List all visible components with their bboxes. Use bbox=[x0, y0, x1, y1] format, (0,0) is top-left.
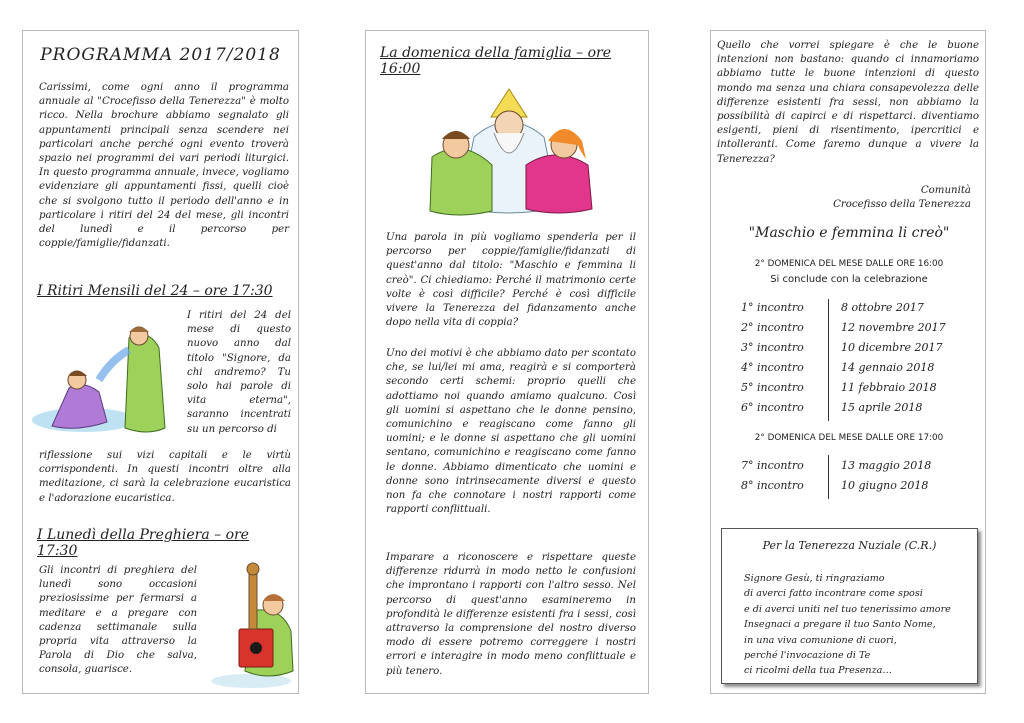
prayer-line: e di averci uniti nel tuo tenerissimo amore bbox=[744, 603, 951, 615]
prayer-line: Insegnaci a pregare il tuo Santo Nome, bbox=[744, 619, 936, 631]
incontro-row: 8° incontro 10 giugno 2018 bbox=[741, 479, 929, 492]
lunedi-heading: I Lunedì della Preghiera – ore 17:30 bbox=[37, 527, 249, 559]
prayer-text bbox=[744, 571, 974, 679]
prayer-line: in una viva comunione di cuori, bbox=[744, 634, 897, 646]
lunedi-text: Gli incontri di preghiera del lunedì sono occasioni preziosissime per fermarsi a meditare e a pregare con cadenza settimanale sulla propria vita attraverso la Parola di Dio che salva, consola, guarisce. bbox=[39, 565, 197, 676]
intenzioni-paragraph: Quello che vorrei spiegare è che le buone intenzioni non bastano: quando ci innamoriamo abbiamo tutte le buone intenzioni di questo mondo ma senza una chiara consapevolezza delle differenze esistenti fra sessi, non abbiamo la possibilità di capirci e di rispettarci. diventiamo esigenti, pieni di risentimento, ipercritici e intolleranti. Come faremo dunque a vivere la Tenerezza? bbox=[717, 40, 979, 165]
prayer-line: ci ricolmi della tua Presenza… bbox=[744, 665, 892, 677]
incontro-row: 7° incontro 13 maggio 2018 bbox=[741, 459, 932, 472]
prayer-line: di averci fatto incontrare come sposi bbox=[744, 588, 923, 600]
domenica-heading: La domenica della famiglia – ore 16:00 bbox=[380, 45, 612, 77]
family-illustration-icon bbox=[414, 77, 604, 217]
incontro-row: 5° incontro 11 febbraio 2018 bbox=[741, 381, 937, 394]
prayer-box bbox=[721, 528, 978, 684]
prayer-title: Per la Tenerezza Nuziale (C.R.) bbox=[762, 539, 937, 552]
signature-crocefisso: Crocefisso della Tenerezza bbox=[833, 199, 971, 210]
incontro-row: 6° incontro 15 aprile 2018 bbox=[741, 401, 923, 414]
ritiri-heading: I Ritiri Mensili del 24 – ore 17:30 bbox=[37, 283, 273, 299]
prayer-line: Signore Gesù, ti ringraziamo bbox=[744, 573, 885, 584]
incontro-row: 3° incontro 10 dicembre 2017 bbox=[741, 341, 943, 354]
ritiri-full-text: riflessione sui vizi capitali e le virtù corrispondenti. In questi incontri oltre alla meditazione, ci sarà la celebrazione eucaristica e l'adorazione eucaristica. bbox=[39, 450, 291, 504]
maschio-femmina-title: "Maschio e femmina li creò" bbox=[748, 225, 950, 241]
prayer-line: perché l'invocazione di Te bbox=[744, 650, 871, 662]
panel-domenica-famiglia bbox=[365, 30, 649, 694]
schedule-2-heading: 2° DOMENICA DEL MESE DALLE ORE 17:00 bbox=[754, 433, 944, 443]
domenica-paragraph-3: Imparare a riconoscere e rispettare queste differenze ridurrà in modo netto le confusioni che improntano i rapporti con l'altro sesso. Nel percorso di quest'anno esamineremo in profondità le differenze esistenti fra i sessi, così attraverso la comprensione del nostro diverso modo di essere potremo correggere i nostri errori e interagire in modo meno conflittuale e più tenero. bbox=[386, 552, 636, 677]
ritiri-illustration-icon bbox=[29, 318, 179, 436]
incontro-row: 4° incontro 14 gennaio 2018 bbox=[741, 361, 935, 374]
signature-comunita: Comunità bbox=[920, 185, 971, 196]
schedule-1-subheading: Si conclude con la celebrazione bbox=[770, 274, 928, 285]
intro-paragraph: Carissimi, come ogni anno il programma annuale al "Crocefisso della Tenerezza" è molto ricco. Nella brochure abbiamo segnalato gli appuntamenti principali senza scendere nei particolari anche perché ogni evento troverà spazio nei programmi dei vari periodi liturgici. In questo programma annuale, invece, vogliamo evidenziare gli appuntamenti fissi, quelli cioè che si svolgono tutto il periodo dell'anno e in particolare i ritiri del 24 del mese, gli incontri del lunedì e il percorso per coppie/famiglie/fidanzati. bbox=[39, 82, 289, 250]
programma-title: PROGRAMMA 2017/2018 bbox=[40, 45, 281, 65]
domenica-paragraph-1: Una parola in più vogliamo spenderla per il percorso per coppie/famiglie/fidanzati di quest'anno dal titolo: "Maschio e femmina li creò". Ci chiediamo: Perché il matrimonio certe volte è così difficile? Perché è così difficile vivere la Tenerezza del fidanzamento anche dopo nella vita di coppia? bbox=[386, 232, 636, 329]
panel-programma bbox=[22, 30, 299, 694]
incontro-row: 2° incontro 12 novembre 2017 bbox=[741, 321, 946, 334]
domenica-paragraph-2: Uno dei motivi è che abbiamo dato per scontato che, se lui/lei mi ama, reagirà e si comporterà secondo certi schemi: proprio quelli che adottiamo noi quando amiamo qualcuno. Così gli uomini si aspettano che le donne pensino, comunichino e reagiscano come fanno gli uomini; e le donne si aspettano che gli uomini sentano, comunichino e reagiscano come fanno le donne. Abbiamo dimenticato che uomini e donne sono intrinsecamente diversi e questo non fa che connotare i nostri rapporti come rapporti conflittuali. bbox=[386, 348, 636, 516]
incontro-row: 1° incontro 8 ottobre 2017 bbox=[741, 301, 924, 314]
ritiri-side-text: I ritiri del 24 del mese di questo nuovo anno dal titolo "Signore, da chi andremo? Tu solo hai parole di vita eterna", saranno incentrati su un percorso di bbox=[187, 310, 291, 435]
lunedi-illustration-icon bbox=[201, 561, 297, 689]
schedule-1-heading: 2° DOMENICA DEL MESE DALLE ORE 16:00 bbox=[754, 259, 944, 269]
